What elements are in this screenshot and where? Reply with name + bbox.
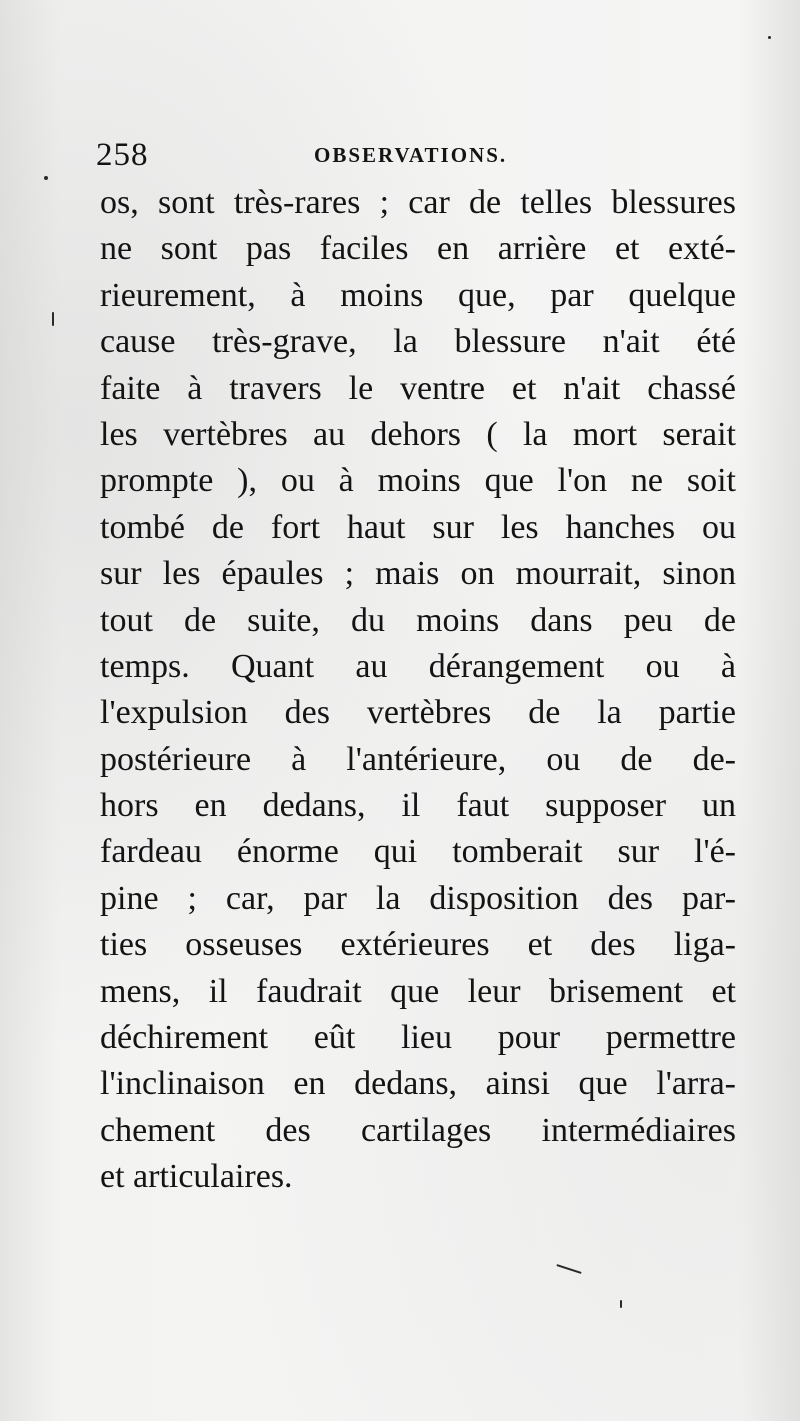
text-line: tout de suite, du moins dans peu de xyxy=(100,601,736,639)
text-line: fardeau énorme qui tomberait sur l'é- xyxy=(100,833,736,871)
paper-speck xyxy=(52,312,54,326)
text-line: prompte ), ou à moins que l'on ne soit xyxy=(100,462,736,500)
text-line: et articulaires. xyxy=(100,1158,293,1196)
text-line: ne sont pas faciles en arrière et exté- xyxy=(100,230,736,268)
text-line: chement des cartilages intermédiaires xyxy=(100,1111,736,1149)
text-line: postérieure à l'antérieure, ou de de- xyxy=(100,740,736,778)
text-line: sur les épaules ; mais on mourrait, sinon xyxy=(100,555,736,593)
page-header xyxy=(0,132,800,178)
text-line: l'inclinaison en dedans, ainsi que l'arra- xyxy=(100,1065,736,1103)
text-line: faite à travers le ventre et n'ait chassé xyxy=(100,369,736,407)
text-line: temps. Quant au dérangement ou à xyxy=(100,647,736,685)
text-line: déchirement eût lieu pour permettre xyxy=(100,1019,736,1057)
paper-speck xyxy=(768,36,771,39)
text-line: rieurement, à moins que, par quelque xyxy=(100,276,736,314)
text-line: ties osseuses extérieures et des liga- xyxy=(100,926,736,964)
text-line: tombé de fort haut sur les hanches ou xyxy=(100,508,736,546)
paper-speck xyxy=(44,176,48,180)
running-head: OBSERVATIONS. xyxy=(314,143,508,167)
body-text xyxy=(100,180,736,1201)
text-line: hors en dedans, il faut supposer un xyxy=(100,787,736,825)
text-line: l'expulsion des vertèbres de la partie xyxy=(100,694,736,732)
paper-speck xyxy=(556,1264,581,1274)
page-number: 258 xyxy=(96,137,149,173)
text-line: mens, il faudrait que leur brisement et xyxy=(100,972,736,1010)
text-line: cause très-grave, la blessure n'ait été xyxy=(100,323,736,361)
text-line: pine ; car, par la disposition des par- xyxy=(100,879,736,917)
text-line: os, sont très-rares ; car de telles blessures xyxy=(100,184,736,221)
text-line: les vertèbres au dehors ( la mort serait xyxy=(100,415,736,453)
paper-speck xyxy=(620,1300,622,1308)
